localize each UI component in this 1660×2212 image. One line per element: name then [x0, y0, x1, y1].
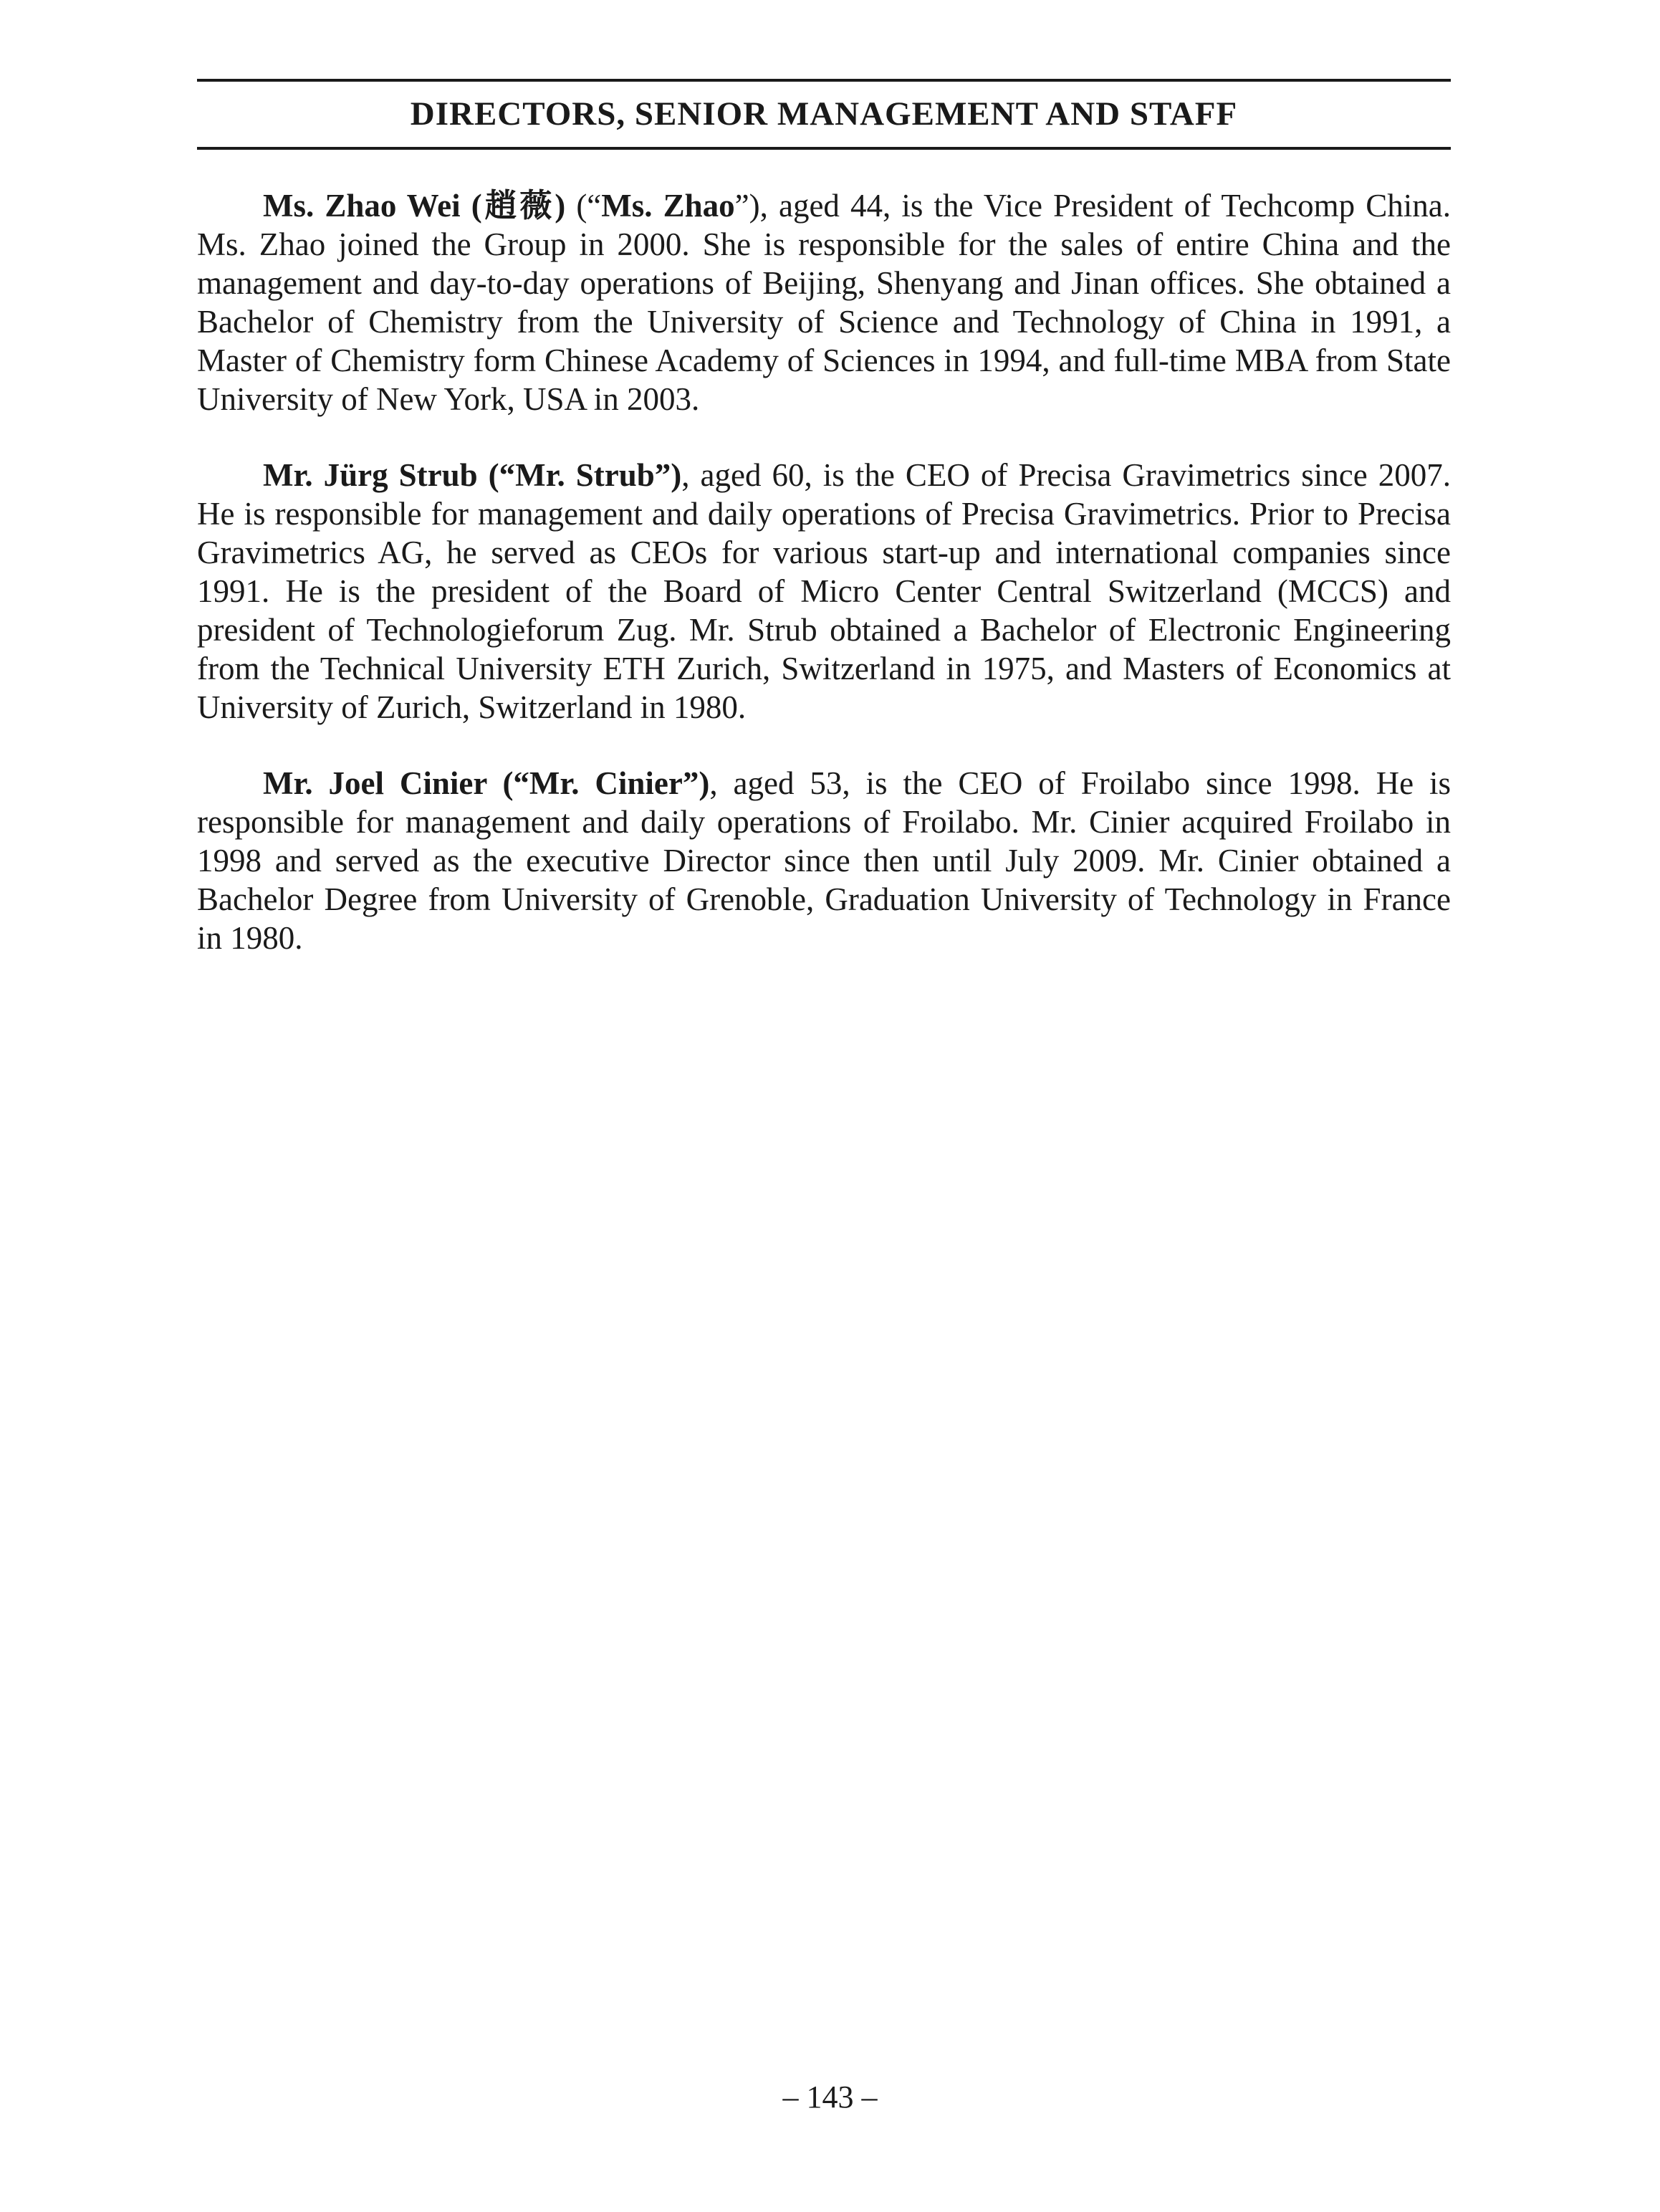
bio-list: [197, 186, 1451, 995]
section-title: DIRECTORS, SENIOR MANAGEMENT AND STAFF: [410, 95, 1238, 133]
bio-name: Mr. Joel Cinier (“Mr. Cinier”): [263, 765, 710, 801]
bio-text: , aged 60, is the CEO of Precisa Gravimetrics since 2007. He is responsible for management and daily operations of Precisa Gravimetrics. Prior to Precisa Gravimetrics AG, he served as CEOs for various start-up and international companies since 1991. He is the president of the Board of Micro Center Central Switzerland (MCCS) and president of Technologieforum Zug. Mr. Strub obtained a Bachelor of Electronic Engineering from the Technical University ETH Zurich, Switzerland in 1975, and Masters of Economics at University of Zurich, Switzerland in 1980.: [197, 457, 1451, 725]
header-bottom-rule: [197, 147, 1451, 150]
bio-paragraph-jurg-strub: [197, 456, 1451, 727]
bio-alias: Ms. Zhao: [601, 188, 735, 224]
bio-text: , aged 44, is the Vice President of Techcomp China. Ms. Zhao joined the Group in 2000. She is responsible for the sales of entire China and the management and day-to-day operations of Beijing, Shenyang and Jinan offices. She obtained a Bachelor of Chemistry from the University of Science and Technology of China in 1991, a Master of Chemistry form Chinese Academy of Sciences in 1994, and full-time MBA from State University of New York, USA in 2003.: [197, 188, 1451, 417]
page-number: – 143 –: [782, 2079, 878, 2115]
bio-paragraph-joel-cinier: [197, 764, 1451, 957]
bio-alias-open: (“: [565, 188, 602, 224]
bio-name: Mr. Jürg Strub (“Mr. Strub”): [263, 457, 682, 493]
bio-text: , aged 53, is the CEO of Froilabo since 1998. He is responsible for management and daily operations of Froilabo. Mr. Cinier acquired Froilabo in 1998 and served as the executive Director since then until July 2009. Mr. Cinier obtained a Bachelor Degree from University of Grenoble, Graduation University of Technology in France in 1980.: [197, 765, 1452, 956]
bio-name: Ms. Zhao Wei (趙薇): [263, 188, 566, 224]
bio-paragraph-zhao-wei: [197, 186, 1451, 418]
page-header: [197, 79, 1451, 150]
bio-alias-close: ”): [734, 188, 760, 224]
